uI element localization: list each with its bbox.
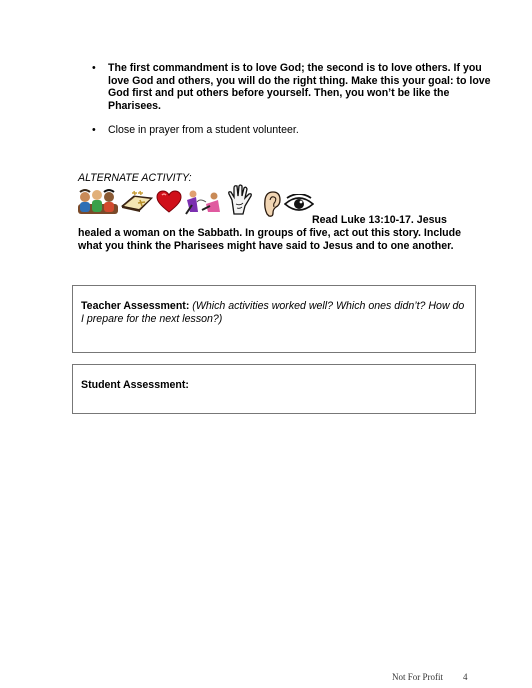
bullet-symbol: • [92, 124, 96, 137]
page-footer [392, 672, 468, 682]
bullet-list [92, 62, 492, 137]
teacher-assessment-note: (Which activities worked well? Which ones didn’t? How do I prepare for the next lesson?) [81, 300, 465, 325]
teacher-assessment-box [72, 285, 476, 353]
bullet-symbol: • [92, 62, 96, 74]
heart-icon [156, 190, 182, 214]
footer-text: Not For Profit [392, 672, 444, 682]
people-talking-icon [184, 190, 224, 216]
people-group-icon [76, 188, 120, 216]
student-assessment-label: Student Assessment: [81, 379, 189, 391]
page-number: 4 [463, 672, 468, 682]
hand-icon [226, 184, 254, 216]
bible-book-icon [120, 188, 154, 214]
bullet-text: Close in prayer from a student volunteer. [108, 124, 299, 137]
bullet-text: The first commandment is to love God; the second is to love others. If you love God and others, you will do the right thing. Make this your goal: to love God first and put others before yourself. Then, you won’t be like the Pharisees. [108, 62, 491, 112]
teacher-assessment-label: Teacher Assessment: [81, 300, 190, 312]
alternate-activity-heading: ALTERNATE ACTIVITY: [78, 172, 192, 184]
alternate-activity-text: Read Luke 13:10-17. Jesus healed a woman on the Sabbath. In groups of five, act out this story. Include what you think the Pharisees might have said to Jesus and to one another. [78, 214, 461, 253]
bullet-item-commandment [92, 62, 492, 112]
student-assessment-box [72, 364, 476, 414]
bullet-item-prayer [92, 124, 492, 137]
eye-icon [284, 194, 314, 214]
